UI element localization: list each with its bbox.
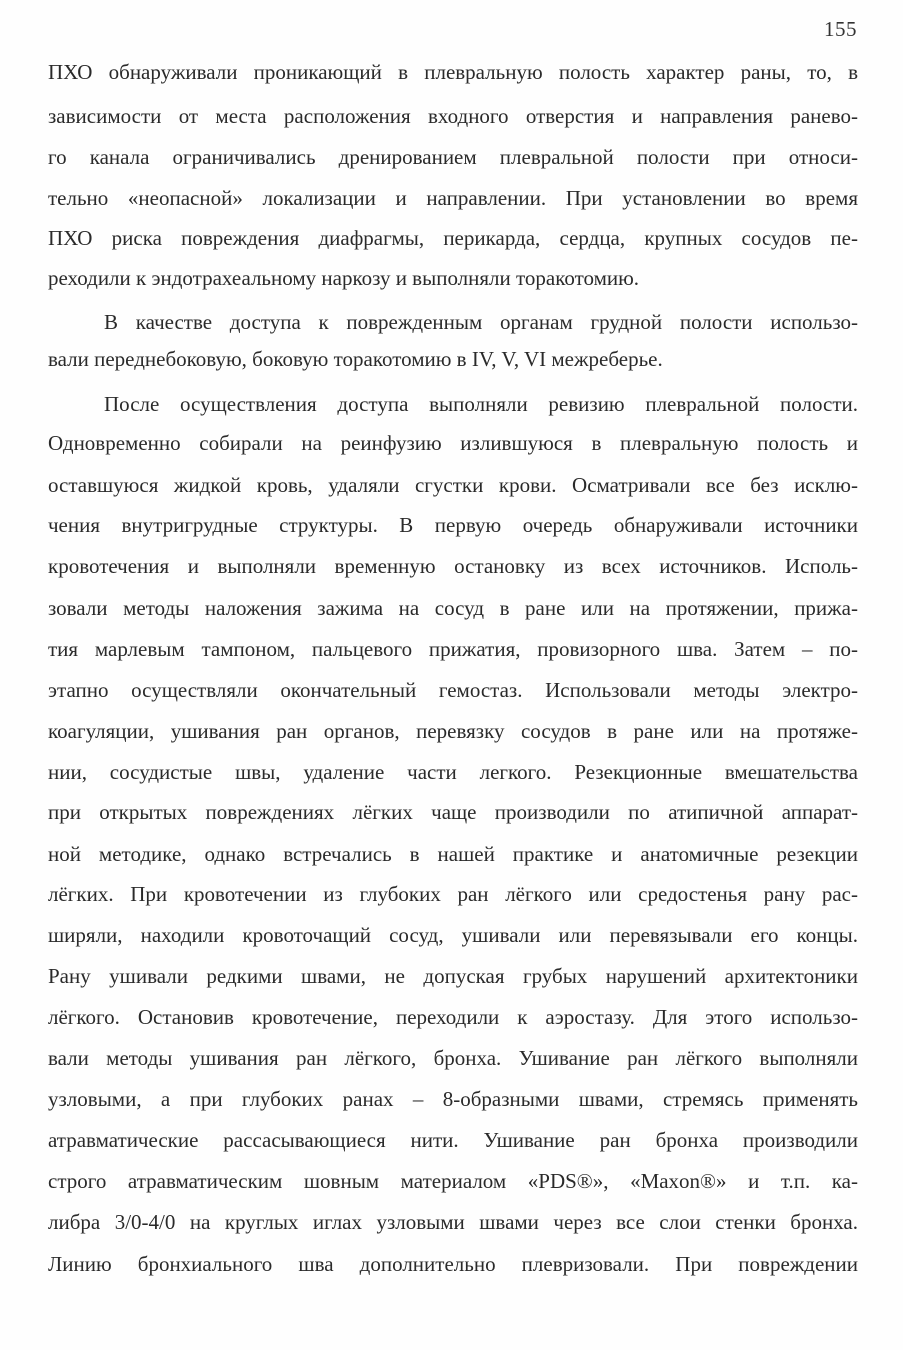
- text-line: вали переднебоковую, боковую торакотомию в IV, V, VI межреберье.: [48, 347, 663, 371]
- text-line: коагуляции, ушивания ран органов, перевязку сосудов в ране или на протяже-: [48, 719, 858, 743]
- text-line: этапно осуществляли окончательный гемостаз. Использовали методы электро-: [48, 678, 858, 702]
- text-line: зависимости от места расположения входного отверстия и направления ранево-: [48, 104, 858, 128]
- text-line: при открытых повреждениях лёгких чаще производили по атипичной аппарат-: [48, 800, 858, 824]
- text-line: ПХО обнаруживали проникающий в плевральную полость характер раны, то, в: [48, 60, 858, 84]
- text-line: го канала ограничивались дренированием плевральной полости при относи-: [48, 145, 858, 169]
- text-line: нии, сосудистые швы, удаление части легкого. Резекционные вмешательства: [48, 760, 858, 784]
- text-line: чения внутригрудные структуры. В первую очередь обнаруживали источники: [48, 513, 858, 537]
- text-line: строго атравматическим шовным материалом «PDS®», «Maxon®» и т.п. ка-: [48, 1169, 858, 1193]
- text-line: атравматические рассасывающиеся нити. Ушивание ран бронха производили: [48, 1128, 858, 1152]
- text-line: Рану ушивали редкими швами, не допуская грубых нарушений архитектоники: [48, 964, 858, 988]
- text-line: ширяли, находили кровоточащий сосуд, ушивали или перевязывали его концы.: [48, 923, 858, 947]
- text-line: ной методике, однако встречались в нашей практике и анатомичные резекции: [48, 842, 858, 866]
- text-line: ПХО риска повреждения диафрагмы, перикарда, сердца, крупных сосудов пе-: [48, 226, 858, 250]
- text-line: реходили к эндотрахеальному наркозу и выполняли торакотомию.: [48, 266, 640, 290]
- text-line: зовали методы наложения зажима на сосуд в ране или на протяжении, прижа-: [48, 596, 858, 620]
- text-line: оставшуюся жидкой кровь, удаляли сгустки крови. Осматривали все без исклю-: [48, 473, 858, 497]
- text-line: После осуществления доступа выполняли ревизию плевральной полости.: [104, 392, 858, 416]
- text-line: В качестве доступа к поврежденным органам грудной полости использо-: [104, 310, 858, 334]
- text-line: кровотечения и выполняли временную остановку из всех источников. Исполь-: [48, 554, 858, 578]
- text-line: узловыми, а при глубоких ранах – 8-образными швами, стремясь применять: [48, 1087, 858, 1111]
- text-line: тия марлевым тампоном, пальцевого прижатия, провизорного шва. Затем – по-: [48, 637, 858, 661]
- text-line: лёгких. При кровотечении из глубоких ран лёгкого или средостенья рану рас-: [48, 882, 858, 906]
- page-number: 155: [824, 17, 857, 41]
- text-line: либра 3/0-4/0 на круглых иглах узловыми швами через все слои стенки бронха.: [48, 1210, 858, 1234]
- text-line: вали методы ушивания ран лёгкого, бронха. Ушивание ран лёгкого выполняли: [48, 1046, 858, 1070]
- text-line: Одновременно собирали на реинфузию излившуюся в плевральную полость и: [48, 431, 858, 455]
- text-line: лёгкого. Остановив кровотечение, переходили к аэростазу. Для этого использо-: [48, 1005, 858, 1029]
- text-line: Линию бронхиального шва дополнительно плевризовали. При повреждении: [48, 1252, 858, 1276]
- text-line: тельно «неопасной» локализации и направлении. При установлении во время: [48, 186, 858, 210]
